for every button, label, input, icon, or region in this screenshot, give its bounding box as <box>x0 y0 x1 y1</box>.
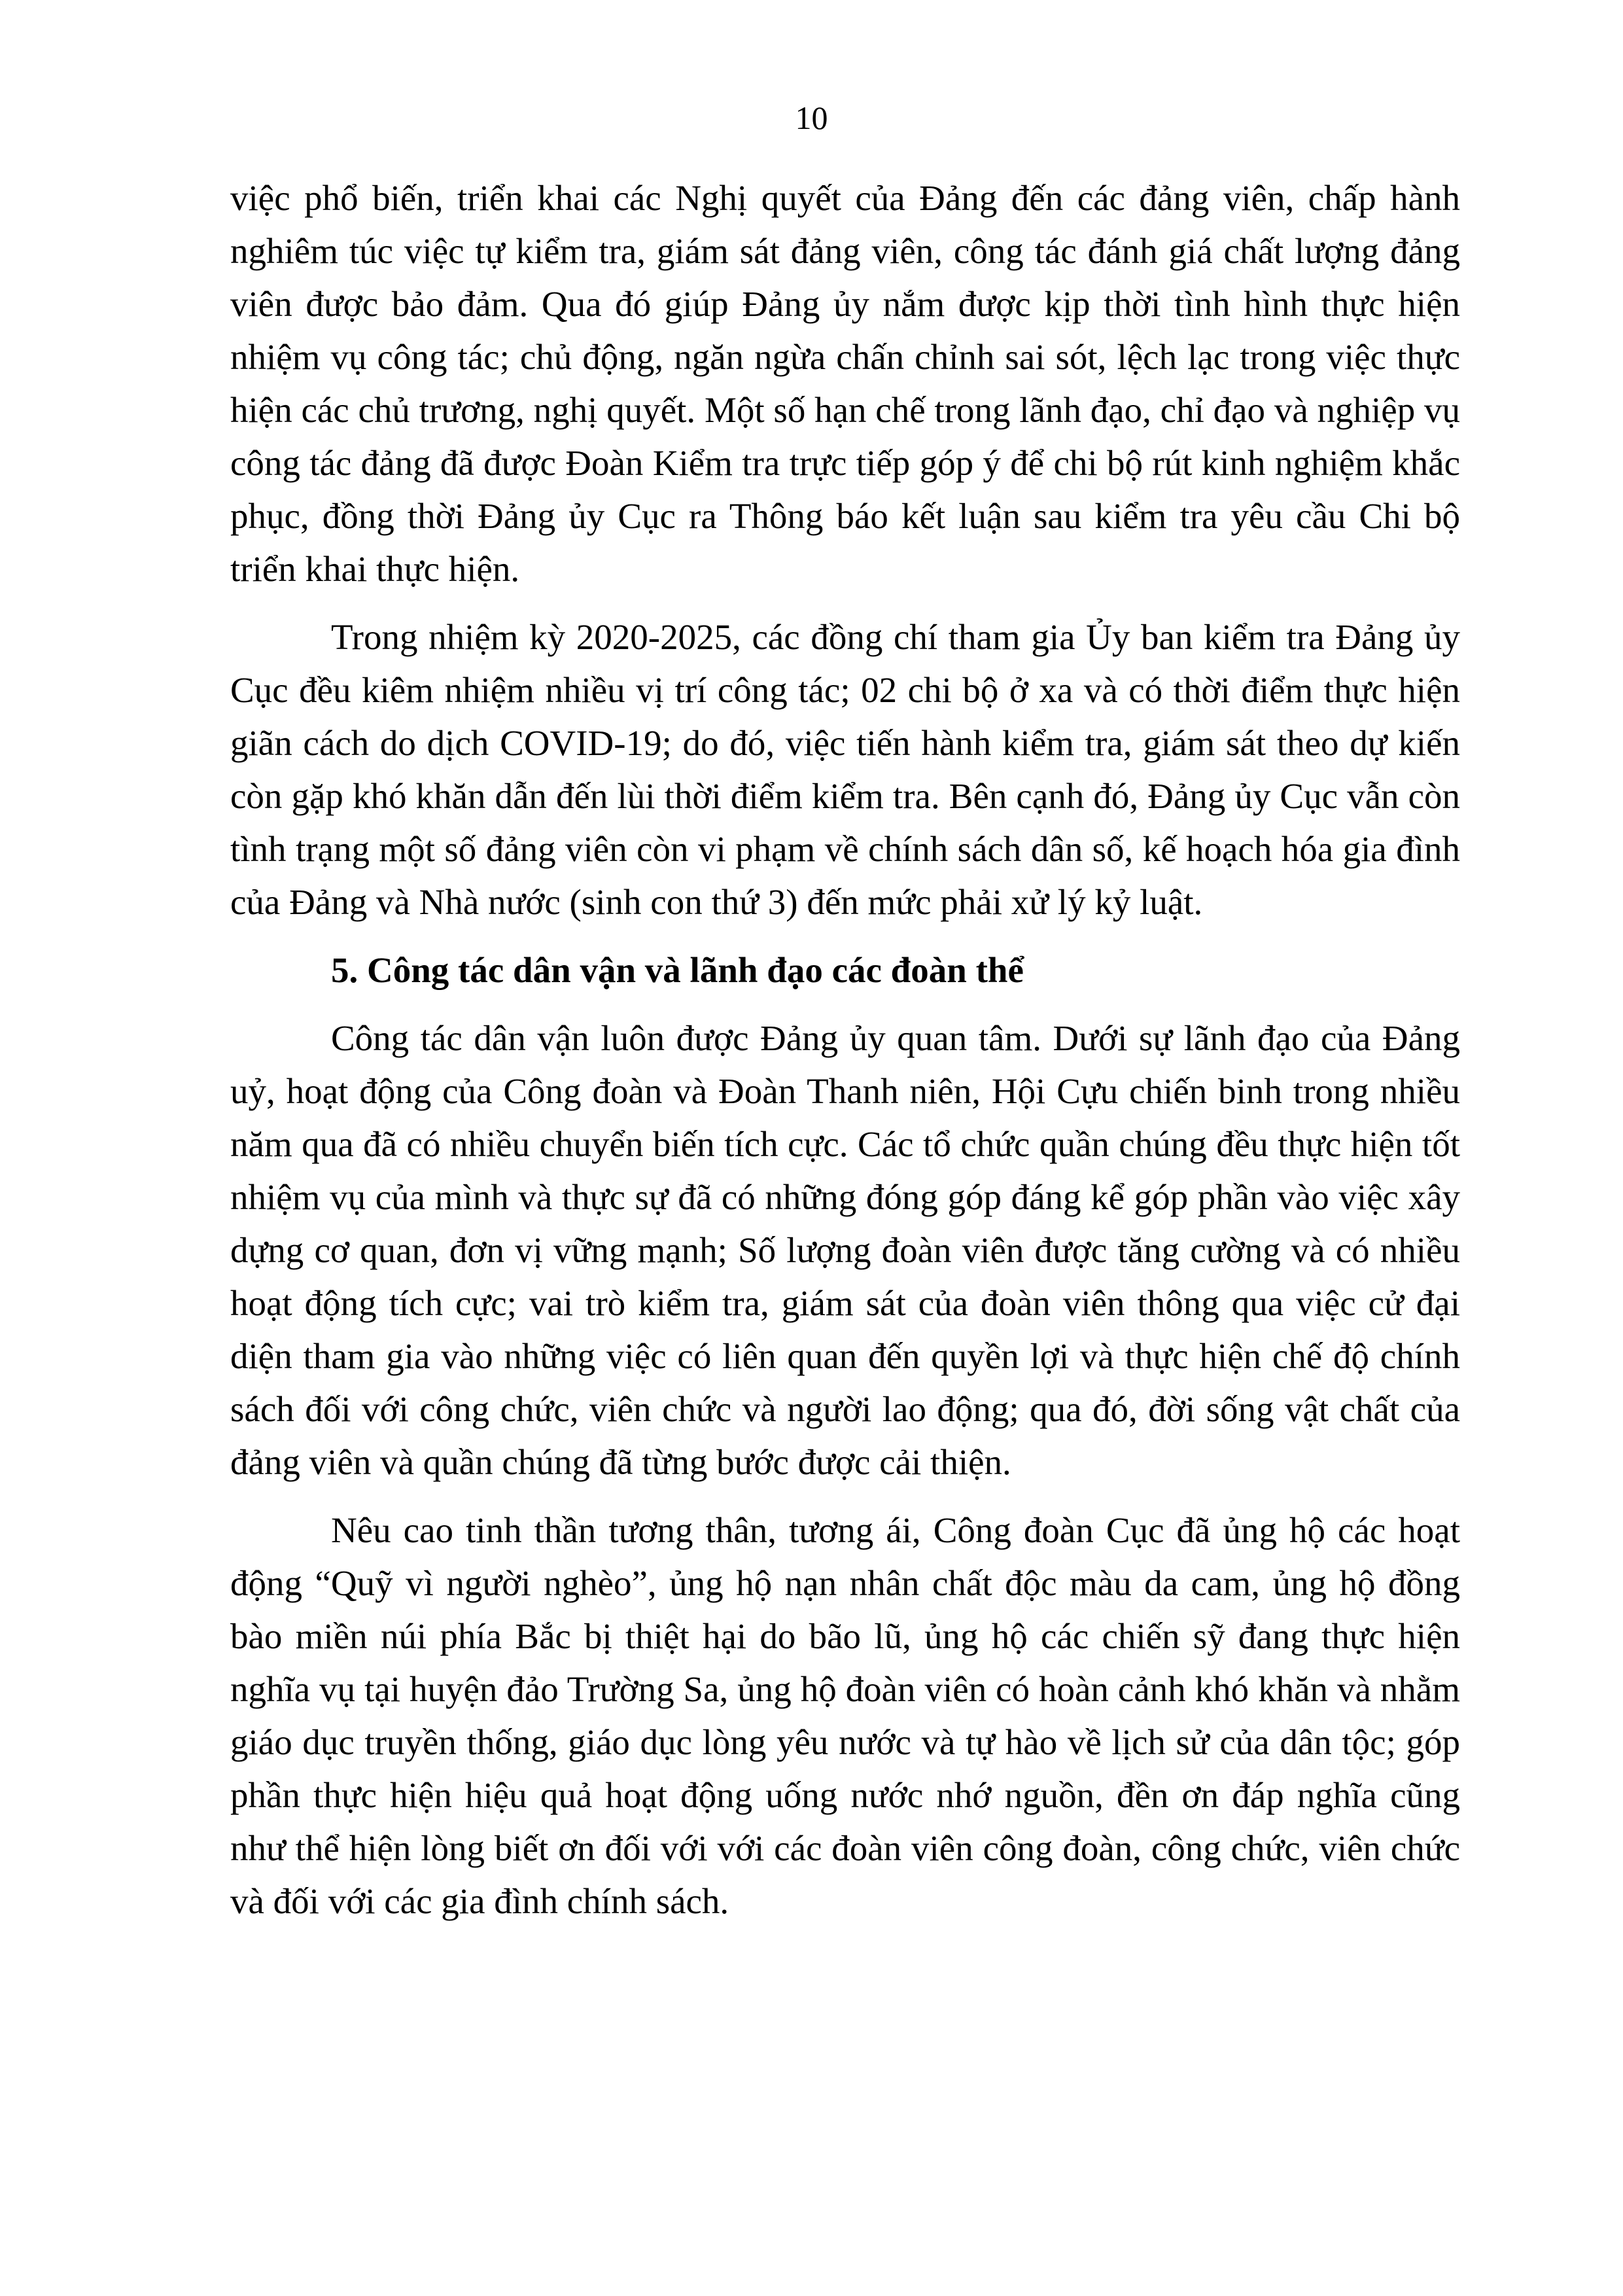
document-body <box>230 171 1460 1928</box>
paragraph-term-limitations: Trong nhiệm kỳ 2020-2025, các đồng chí tham gia Ủy ban kiểm tra Đảng ủy Cục đều kiêm nhiệm nhiều vị trí công tác; 02 chi bộ ở xa và có thời điểm thực hiện giãn cách do dịch COVID-19; do đó, việc tiến hành kiểm tra, giám sát theo dự kiến còn gặp khó khăn dẫn đến lùi thời điểm kiểm tra. Bên cạnh đó, Đảng ủy Cục vẫn còn tình trạng một số đảng viên còn vi phạm về chính sách dân số, kế hoạch hóa gia đình của Đảng và Nhà nước (sinh con thứ 3) đến mức phải xử lý kỷ luật. <box>230 617 1460 922</box>
paragraph-inspection-results: việc phổ biến, triển khai các Nghị quyết của Đảng đến các đảng viên, chấp hành nghiêm túc việc tự kiểm tra, giám sát đảng viên, công tác đánh giá chất lượng đảng viên được bảo đảm. Qua đó giúp Đảng ủy nắm được kịp thời tình hình thực hiện nhiệm vụ công tác; chủ động, ngăn ngừa chấn chỉnh sai sót, lệch lạc trong việc thực hiện các chủ trương, nghị quyết. Một số hạn chế trong lãnh đạo, chỉ đạo và nghiệp vụ công tác đảng đã được Đoàn Kiểm tra trực tiếp góp ý để chi bộ rút kinh nghiệm khắc phục, đồng thời Đảng ủy Cục ra Thông báo kết luận sau kiểm tra yêu cầu Chi bộ triển khai thực hiện. <box>230 178 1460 589</box>
page-number: 10 <box>795 99 828 136</box>
section-heading-5: 5. Công tác dân vận và lãnh đạo các đoàn thể <box>331 950 1024 990</box>
paragraph-mass-mobilization: Công tác dân vận luôn được Đảng ủy quan tâm. Dưới sự lãnh đạo của Đảng uỷ, hoạt động của Công đoàn và Đoàn Thanh niên, Hội Cựu chiến binh trong nhiều năm qua đã có nhiều chuyển biến tích cực. Các tổ chức quần chúng đều thực hiện tốt nhiệm vụ của mình và thực sự đã có những đóng góp đáng kể góp phần vào việc xây dựng cơ quan, đơn vị vững mạnh; Số lượng đoàn viên được tăng cường và có nhiều hoạt động tích cực; vai trò kiểm tra, giám sát của đoàn viên thông qua việc cử đại diện tham gia vào những việc có liên quan đến quyền lợi và thực hiện chế độ chính sách đối với công chức, viên chức và người lao động; qua đó, đời sống vật chất của đảng viên và quần chúng đã từng bước được cải thiện. <box>230 1018 1460 1482</box>
paragraph-union-charity: Nêu cao tinh thần tương thân, tương ái, Công đoàn Cục đã ủng hộ các hoạt động “Quỹ vì người nghèo”, ủng hộ nạn nhân chất độc màu da cam, ủng hộ đồng bào miền núi phía Bắc bị thiệt hại do bão lũ, ủng hộ các chiến sỹ đang thực hiện nghĩa vụ tại huyện đảo Trường Sa, ủng hộ đoàn viên có hoàn cảnh khó khăn và nhằm giáo dục truyền thống, giáo dục lòng yêu nước và tự hào về lịch sử của dân tộc; góp phần thực hiện hiệu quả hoạt động uống nước nhớ nguồn, đền ơn đáp nghĩa cũng như thể hiện lòng biết ơn đối với với các đoàn viên công đoàn, công chức, viên chức và đối với các gia đình chính sách. <box>230 1510 1460 1921</box>
